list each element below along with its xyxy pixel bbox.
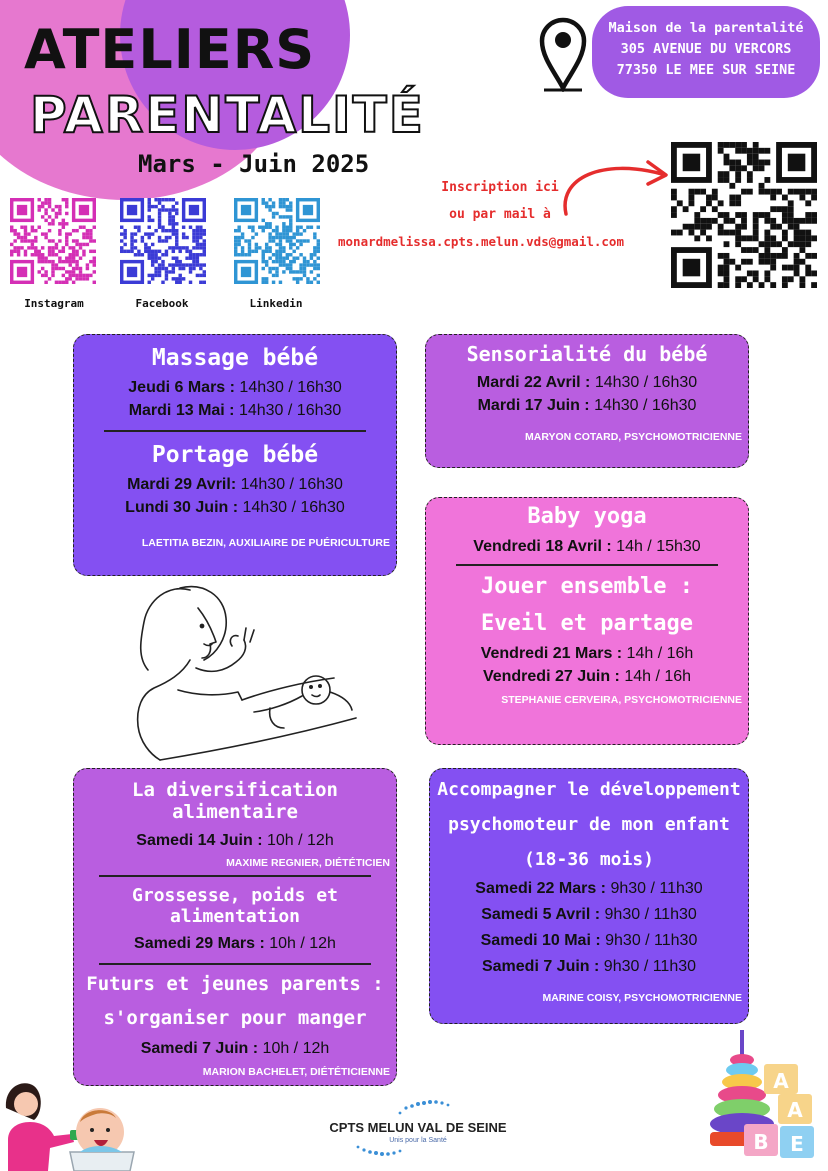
card-sensorialite xyxy=(425,334,749,468)
portage-session-2: Lundi 30 Juin : 14h30 / 16h30 xyxy=(125,499,345,516)
futurs-title-1: Futurs et jeunes parents : xyxy=(86,973,384,995)
jouer-title-2: Eveil et partage xyxy=(481,611,693,636)
yoga-session-1: Vendredi 18 Avril : 14h / 15h30 xyxy=(473,538,701,555)
sensorialite-title: Sensorialité du bébé xyxy=(466,342,708,366)
psychomoteur-session-2: Samedi 5 Avril : 9h30 / 11h30 xyxy=(481,906,697,923)
psychomoteur-title-3: (18-36 mois) xyxy=(523,849,655,870)
divider xyxy=(99,875,371,877)
card-yoga-jouer xyxy=(425,497,749,745)
sensorialite-session-1: Mardi 22 Avril : 14h30 / 16h30 xyxy=(476,374,698,391)
massage-title: Massage bébé xyxy=(151,345,319,371)
psychomoteur-session-3: Samedi 10 Mai : 9h30 / 11h30 xyxy=(480,932,698,949)
diversification-session-1: Samedi 14 Juin : 10h / 12h xyxy=(136,832,334,849)
mother-baby-illustration xyxy=(120,578,360,764)
svg-text:A: A xyxy=(773,1069,789,1093)
title-ateliers: ATELIERS xyxy=(24,18,316,81)
svg-text:A: A xyxy=(787,1098,803,1122)
grossesse-title: Grossesse, poids et alimentation xyxy=(132,885,338,927)
divider xyxy=(99,963,371,965)
divider xyxy=(456,564,718,566)
yoga-title: Baby yoga xyxy=(527,504,647,529)
svg-text:B: B xyxy=(753,1130,769,1154)
svg-text:E: E xyxy=(790,1132,804,1156)
address-badge xyxy=(592,6,820,98)
portage-session-1: Mardi 29 Avril: 14h30 / 16h30 xyxy=(127,476,343,493)
portage-author: LAETITIA BEZIN, AUXILIAIRE DE PUÉRICULTURE xyxy=(141,537,390,549)
registration-email[interactable]: monardmelissa.cpts.melun.vds@gmail.com xyxy=(338,234,624,249)
location-pin-icon xyxy=(536,14,590,92)
diversification-title: La diversification alimentaire xyxy=(132,779,338,823)
address-line1: Maison de la parentalité xyxy=(608,20,804,36)
grossesse-session-1: Samedi 29 Mars : 10h / 12h xyxy=(134,935,336,952)
linkedin-label: Linkedin xyxy=(249,297,303,310)
card-alimentation xyxy=(73,768,397,1086)
jouer-session-1: Vendredi 21 Mars : 14h / 16h xyxy=(480,645,694,662)
cpts-logo-tagline: Unis pour la Santé xyxy=(389,1137,447,1144)
jouer-session-2: Vendredi 27 Juin : 14h / 16h xyxy=(482,668,692,685)
psychomoteur-author: MARINE COISY, PSYCHOMOTRICIENNE xyxy=(542,992,742,1004)
card-massage-portage xyxy=(73,334,397,576)
facebook-qr-icon[interactable] xyxy=(120,198,206,284)
instagram-qr-icon[interactable] xyxy=(10,198,96,284)
registration-qr-icon[interactable] xyxy=(670,142,818,288)
registration-line2: ou par mail à xyxy=(449,207,551,223)
psychomoteur-session-4: Samedi 7 Juin : 9h30 / 11h30 xyxy=(481,958,697,975)
address-line2: 305 AVENUE DU VERCORS xyxy=(620,40,792,57)
child-eating-illustration xyxy=(0,1048,140,1171)
psychomoteur-title-2: psychomoteur de mon enfant xyxy=(448,814,730,835)
address-line3: 77350 LE MEE SUR SEINE xyxy=(616,61,796,78)
facebook-label: Facebook xyxy=(135,297,189,310)
card-psychomoteur xyxy=(429,768,749,1024)
massage-session-2: Mardi 13 Mai : 14h30 / 16h30 xyxy=(128,402,342,419)
registration-line1: Inscription ici xyxy=(441,180,559,195)
futurs-author: MARION BACHELET, DIÉTÉTICIENNE xyxy=(202,1066,390,1078)
sensorialite-session-2: Mardi 17 Juin : 14h30 / 16h30 xyxy=(477,397,697,414)
period-label: Mars - Juin 2025 xyxy=(138,150,370,178)
sensorialite-author: MARYON COTARD, PSYCHOMOTRICIENNE xyxy=(524,431,742,443)
toy-blocks-illustration xyxy=(700,1028,818,1161)
linkedin-qr-icon[interactable] xyxy=(234,198,320,284)
futurs-title-2: s'organiser pour manger xyxy=(103,1007,367,1029)
diversification-author: MAXIME REGNIER, DIÉTÉTICIEN xyxy=(226,857,390,869)
title-parentalite: PARENTALITÉ xyxy=(30,86,425,144)
divider xyxy=(104,430,366,432)
cpts-logo-name: CPTS MELUN VAL DE SEINE xyxy=(329,1120,507,1135)
portage-title: Portage bébé xyxy=(151,442,319,468)
curved-arrow-icon xyxy=(552,148,678,220)
psychomoteur-title-1: Accompagner le développement xyxy=(437,779,741,800)
jouer-title-1: Jouer ensemble : xyxy=(481,574,693,599)
jouer-author: STEPHANIE CERVEIRA, PSYCHOMOTRICIENNE xyxy=(501,694,742,706)
futurs-session-1: Samedi 7 Juin : 10h / 12h xyxy=(140,1040,330,1057)
instagram-label: Instagram xyxy=(24,297,84,310)
massage-session-1: Jeudi 6 Mars : 14h30 / 16h30 xyxy=(128,379,342,396)
psychomoteur-session-1: Samedi 22 Mars : 9h30 / 11h30 xyxy=(475,880,703,897)
